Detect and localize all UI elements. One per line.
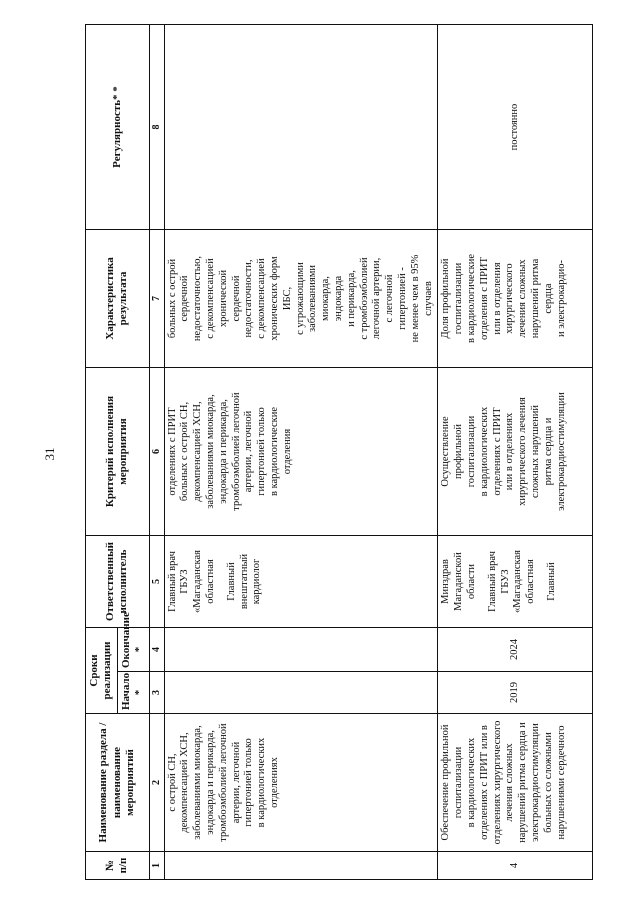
cell-line: отделениях с ПРИТ <box>491 407 503 496</box>
cell-line <box>479 539 487 624</box>
cell-line: с декомпенсацией <box>256 258 268 339</box>
cell-line: и электрокардио- <box>555 259 567 338</box>
cell-line: Главный врач <box>486 551 498 612</box>
cell-line: с декомпенсацией <box>205 258 217 339</box>
column-number: 8 <box>149 25 164 230</box>
cell-line: профильной <box>453 423 465 480</box>
cell-line: не менее чем в 95% <box>409 254 421 343</box>
header-regularity: Регулярность* * <box>86 25 150 230</box>
cell-line: артерии, легочной <box>243 410 255 493</box>
header-terms: Сроки реализации <box>86 628 118 714</box>
header-responsible: Ответственный исполнитель <box>86 536 150 628</box>
cell-line: миокарда, <box>320 276 332 321</box>
column-number: 6 <box>149 368 164 536</box>
cell-line: эндокарда <box>332 275 344 322</box>
table-row <box>164 25 438 880</box>
cell-line: или в отделениях <box>504 412 516 491</box>
column-number: 5 <box>149 536 164 628</box>
column-number: 2 <box>149 714 164 852</box>
cell-line: заболеваниями миокарда, <box>192 725 204 840</box>
responsible-cell <box>438 536 593 628</box>
cell-line: сердца <box>542 283 554 314</box>
cell-line: тромбоэмболией легочной <box>230 392 242 511</box>
criteria-cell <box>164 368 438 536</box>
cell-line: заболеваниями миокарда, <box>205 394 217 509</box>
cell-line: в кардиологические <box>269 406 280 497</box>
cell-line: недостаточностью, <box>192 255 204 342</box>
rotated-table-sheet <box>85 25 605 880</box>
cell-line: сложных нарушений <box>529 405 541 498</box>
cell-line: легочной артерии, <box>371 257 383 340</box>
result-cell <box>438 230 593 368</box>
cell-line: хронической <box>217 269 229 328</box>
cell-line: нарушений ритма <box>529 258 541 339</box>
cell-line: с угрожающими <box>294 262 306 335</box>
cell-line: областная <box>205 559 217 604</box>
result-cell <box>164 230 438 368</box>
cell-line: декомпенсацией ХСН, <box>179 732 191 833</box>
column-number-row <box>149 25 164 880</box>
events-table <box>85 24 593 880</box>
cell-line: области <box>465 563 477 600</box>
cell-line: случаев <box>422 281 434 316</box>
cell-line: электрокардиостимуляции <box>529 723 541 842</box>
event-name-cell <box>438 714 593 852</box>
cell-line: отделениях с ПРИТ или в <box>478 725 490 840</box>
cell-line: Магаданской <box>453 552 465 611</box>
cell-line: больных со сложными <box>542 732 554 833</box>
cell-line: нарушений ритма сердца и <box>517 722 529 843</box>
cell-line: нарушениями сердечного <box>555 725 567 840</box>
criteria-cell <box>438 368 593 536</box>
cell-line: гипертонией - <box>396 267 408 330</box>
cell-line: с острой СН, <box>166 753 178 812</box>
cell-line: госпитализации <box>465 415 477 488</box>
cell-line: хирургического <box>504 263 516 334</box>
cell-line: лечения сложных <box>504 743 516 822</box>
cell-line: областная <box>525 559 537 604</box>
header-name: Наименование раздела /наименование мероприятий <box>86 714 150 852</box>
cell-line: электрокардиостимуляции <box>555 392 567 511</box>
cell-line: ГБУЗ <box>499 569 511 594</box>
header-end: Окончание * <box>117 628 149 672</box>
cell-line: больных с острой СН, <box>179 401 191 502</box>
cell-line: «Магаданская <box>512 550 524 613</box>
cell-line: артерии, легочной <box>230 741 242 824</box>
event-name-cell <box>164 714 438 852</box>
cell-line: тромбоэмболией легочной <box>217 723 229 842</box>
cell-line: и перикарда, <box>345 270 357 327</box>
cell-line: в кардиологических <box>465 737 477 828</box>
header-start: Начало * <box>117 672 149 714</box>
table-row <box>438 25 593 880</box>
regularity-cell: постоянно <box>438 25 593 230</box>
start-cell <box>164 672 438 714</box>
cell-line: Доля профильной <box>440 258 452 339</box>
start-cell: 2019 <box>438 672 593 714</box>
cell-line: «Магаданская <box>192 550 204 613</box>
cell-line: больных с острой <box>166 258 178 339</box>
cell-line: отделения с ПРИТ <box>478 257 490 340</box>
cell-line: Главный <box>225 562 237 601</box>
cell-line: в кардиологических <box>478 406 490 497</box>
cell-line: или в отделения <box>491 262 503 335</box>
column-number: 3 <box>149 672 164 714</box>
cell-line: Главный <box>545 562 557 601</box>
cell-line <box>218 539 226 624</box>
header-row <box>86 25 118 880</box>
cell-line: Обеспечение профильной <box>440 724 452 841</box>
column-number: 1 <box>149 852 164 880</box>
header-result: Характеристика результата <box>86 230 150 368</box>
cell-line: сердечной <box>179 275 191 322</box>
end-cell: 2024 <box>438 628 593 672</box>
cell-line: в кардиологических <box>256 737 268 828</box>
cell-line: с тромбоэмболией <box>358 257 370 340</box>
cell-line: в кардиологические <box>465 253 477 344</box>
cell-line: недостаточности, <box>243 259 255 338</box>
cell-line: гипертонией только <box>243 738 255 827</box>
cell-line: с легочной <box>384 274 396 323</box>
row-num-cell <box>164 852 438 880</box>
cell-line: отделения <box>281 428 293 475</box>
cell-line: гипертонией только <box>256 407 268 496</box>
row-num-cell: 4 <box>438 852 593 880</box>
cell-line: сердечной <box>230 275 242 322</box>
column-number: 7 <box>149 230 164 368</box>
cell-line: отделениях с ПРИТ <box>166 407 178 496</box>
responsible-cell <box>164 536 438 628</box>
cell-line: Минздрав <box>440 559 452 604</box>
cell-line: лечения сложных <box>517 259 529 338</box>
cell-line: декомпенсацией ХСН, <box>192 401 204 502</box>
page-number: 31 <box>42 447 57 461</box>
cell-line: кардиолог <box>251 558 263 605</box>
cell-line: госпитализации <box>453 746 465 819</box>
cell-line: госпитализации <box>453 262 465 335</box>
cell-line: хирургического лечения <box>517 397 529 506</box>
cell-line: эндокарда и перикарда, <box>217 399 229 504</box>
cell-line: хронических форм <box>269 256 280 341</box>
cell-line: Главный врач <box>166 551 178 612</box>
cell-line: отделениях <box>269 757 280 808</box>
header-num: № п/п <box>86 852 150 880</box>
cell-line: внештатный <box>238 553 250 610</box>
cell-line: ритма сердца и <box>542 417 554 486</box>
cell-line: заболеваниями <box>307 265 319 332</box>
cell-line <box>538 539 546 624</box>
header-criteria: Критерий исполнения мероприятия <box>86 368 150 536</box>
end-cell <box>164 628 438 672</box>
regularity-cell <box>164 25 438 230</box>
cell-line: эндокарда и перикарда, <box>205 730 217 835</box>
cell-line: Осуществление <box>440 416 452 487</box>
cell-line: отделениях хирургического <box>491 720 503 845</box>
cell-line: ГБУЗ <box>179 569 191 594</box>
cell-line: ИБС, <box>281 286 293 311</box>
column-number: 4 <box>149 628 164 672</box>
